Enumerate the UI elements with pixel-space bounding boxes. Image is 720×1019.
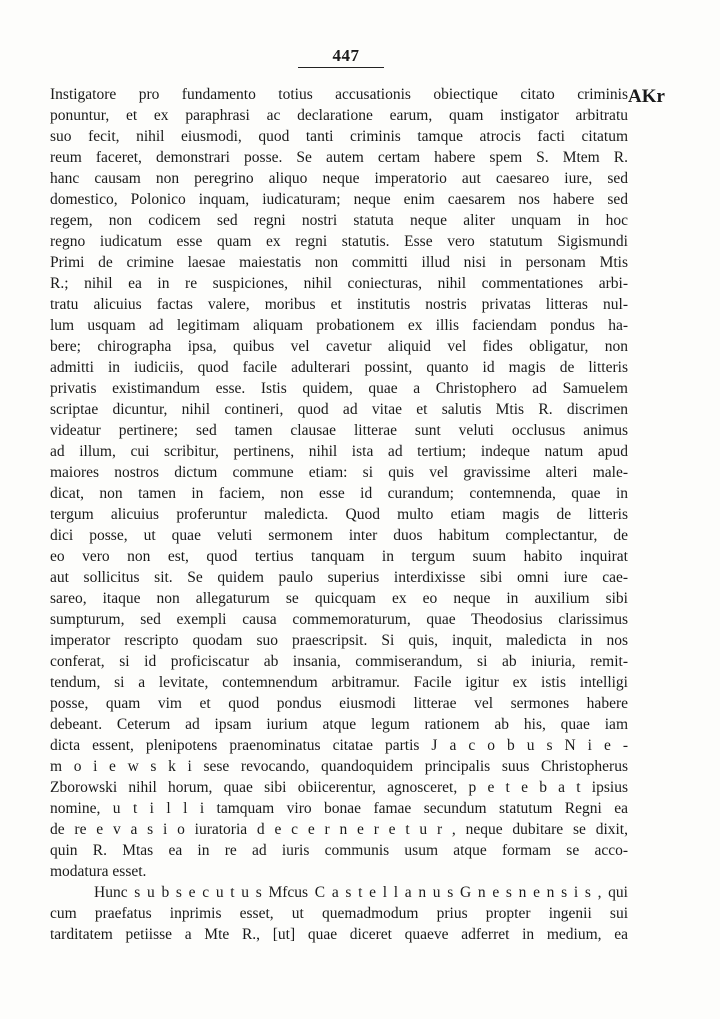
text-line: regem, non codicem sed regni nostri statuta neque aliter unquam in hoc [50,212,628,229]
text-line: tendum, si a levitate, contemnendum arbitramur. Facile igitur ex istis intelligi [50,674,628,691]
text-line: debeant. Ceterum ad ipsam iurium atque legum rationem ab his, quae iam [50,716,628,733]
text-line: cum praefatus inprimis esset, ut quemadmodum prius propter ingenii sui [50,905,628,922]
text-line: domestico, Polonico inquam, iudicaturam; neque enim caesarem nos habere sed [50,191,628,208]
text-line: reum faceret, demonstrari posse. Se autem certam habere spem S. Mtem R. [50,149,628,166]
text-line: Primi de crimine laesae maiestatis non committi illud nisi in personam Mtis [50,254,628,271]
text-line: ponuntur, et ex paraphrasi ac declaratione earum, quam instigator arbitratu [50,107,628,124]
text-line: dici posse, ut quae veluti sermonem inter duos habitum complectantur, de [50,527,628,544]
text-line: tergum alicuius proferuntur maledicta. Quod multo etiam magis de litteris [50,506,628,523]
text-line: imperator rescripto quodam suo praescripsit. Si quis, inquit, maledicta in nos [50,632,628,649]
text-line: dicat, non tamen in faciem, non esse id curandum; contemnenda, quae in [50,485,628,502]
text-line: de re e v a s i o iuratoria d e c e r n e r e t u r , neque dubitare se dixit, [50,821,628,838]
text-line: modatura esset. [50,863,147,880]
body-text [50,84,628,945]
text-line: aut sollicitus sit. Se quidem paulo superius interdixisse sibi omni iure cae- [50,569,628,586]
text-line: Instigatore pro fundamento totius accusationis obiectique citato criminis [50,86,628,103]
text-line: sareo, itaque non allegaturum se quicquam ex eo neque in auxilium sibi [50,590,628,607]
page-number: 447 [332,46,360,65]
text-line: posse, quam vim et quod pondus eiusmodi litterae vel sermones habere [50,695,628,712]
margin-note: AKr [628,86,665,107]
text-line: privatis existimandum esse. Istis quidem, quae a Christophero ad Samuelem [50,380,628,397]
text-line: lum usquam ad legitimam aliquam probationem ex illis faciendam pondus ha- [50,317,628,334]
text-line: maiores nostros dictum commune etiam: si quis vel gravissime alteri male- [50,464,628,481]
text-line: ad illum, cui scribitur, pertinens, nihil ista ad tertium; indeque natum apud [50,443,628,460]
text-line: m o i e w s k i sese revocando, quandoquidem principalis suus Christopherus [50,758,628,775]
text-line: tratu alicuius factas valere, moribus et institutis nostris privatas litteras nul- [50,296,628,313]
text-line: admitti in iudiciis, quod facile adulterari possint, quanto id magis de litteris [50,359,628,376]
text-line: R.; nihil ea in re suspiciones, nihil coniecturas, nihil commentationes arbi- [50,275,628,292]
text-line: hanc causam non peregrino aliquo neque imperatorio aut caesareo iure, sed [50,170,628,187]
text-line: eo vero non est, quod tertius tanquam in tergum suum habito inquirat [50,548,628,565]
text-line: scriptae dicuntur, nihil contineri, quod ad vitae et salutis Mtis R. discrimen [50,401,628,418]
text-line: conferat, si id proficiscatur ab insania, commiserandum, si ab iniuria, remit- [50,653,628,670]
text-line: quin R. Mtas ea in re ad iuris communis usum atque formam se acco- [50,842,628,859]
text-line: Zborowski nihil horum, quae sibi obiicerentur, agnosceret, p e t e b a t ipsius [50,779,628,796]
text-line: nomine, u t i l l i tamquam viro bonae famae secundum statutum Regni ea [50,800,628,817]
text-line: sumpturum, sed exempli causa commemoraturum, quae Theodosius clarissimus [50,611,628,628]
text-line: Hunc s u b s e c u t u s Mfcus C a s t e l l a n u s G n e s n e n s i s , qui [94,884,628,901]
text-line: bere; chirographa ipsa, quibus vel cavetur aliquid vel fides obligatur, non [50,338,628,355]
text-line: dicta essent, plenipotens praenominatus citatae partis J a c o b u s N i e - [50,737,628,754]
text-line: tarditatem petiisse a Mte R., [ut] quae diceret quaeve adferret in medium, ea [50,926,628,943]
text-line: regno iudicatum esse quam ex regni statutis. Esse vero statutum Sigismundi [50,233,628,250]
text-line: videatur pertinere; sed tamen clausae litterae sunt veluti occlusus animus [50,422,628,439]
text-line: suo fecit, nihil eiusmodi, quod tanti criminis tamque atrocis facti citatum [50,128,628,145]
page-number-rule [298,67,384,68]
